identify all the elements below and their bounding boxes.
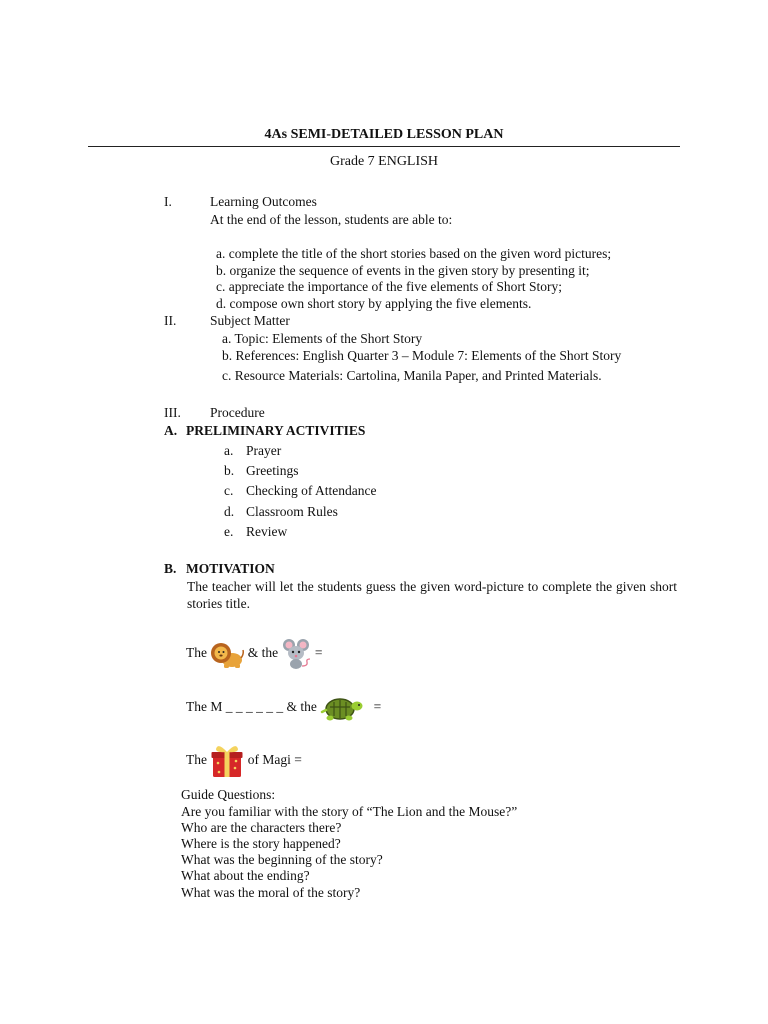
section-2-numeral: II. xyxy=(164,313,177,328)
section-3-numeral: III. xyxy=(164,405,181,420)
list-item: d. Classroom Rules xyxy=(224,504,338,519)
part-a-title: PRELIMINARY ACTIVITIES xyxy=(186,423,366,438)
section-1-heading: Learning Outcomes xyxy=(210,194,317,209)
document-title: 4As SEMI-DETAILED LESSON PLAN xyxy=(264,127,504,142)
outcome-item: c. appreciate the importance of the five elements of Short Story; xyxy=(216,279,563,294)
part-b-title: MOTIVATION xyxy=(186,561,275,576)
word-puzzle-2: The M _ _ _ _ _ _ & the = xyxy=(186,689,381,725)
guide-question: What about the ending? xyxy=(181,868,310,883)
section-2-heading: Subject Matter xyxy=(210,313,290,328)
part-a-letter: A. xyxy=(164,423,178,438)
part-a-heading xyxy=(164,423,365,439)
guide-question: What was the moral of the story? xyxy=(181,885,361,900)
outcome-item: d. compose own short story by applying the five elements. xyxy=(216,296,532,311)
mouse-icon xyxy=(282,637,312,671)
motivation-description: The teacher will let the students guess the given word-picture to complete the given short stories title. xyxy=(187,579,677,611)
document-subtitle: Grade 7 ENGLISH xyxy=(329,154,439,169)
guide-question: What was the beginning of the story? xyxy=(181,852,383,867)
section-3-heading: Procedure xyxy=(210,405,265,420)
guide-questions-heading: Guide Questions: xyxy=(181,787,276,802)
word-puzzle-1: The & the = xyxy=(186,631,323,675)
guide-question: Who are the characters there? xyxy=(181,820,342,835)
section-1-intro: At the end of the lesson, students are able to: xyxy=(210,212,453,227)
word-puzzle-3: The of Magi = xyxy=(186,740,302,780)
outcome-item: a. complete the title of the short stories based on the given word pictures; xyxy=(216,246,612,261)
list-item: b. Greetings xyxy=(224,463,299,478)
outcome-item: b. organize the sequence of events in the given story by presenting it; xyxy=(216,263,590,278)
list-item: a. Prayer xyxy=(224,443,282,458)
gift-icon xyxy=(210,743,244,779)
part-b-letter: B. xyxy=(164,561,177,576)
guide-question: Are you familiar with the story of “The Lion and the Mouse?” xyxy=(181,804,518,819)
subject-item: c. Resource Materials: Cartolina, Manila Paper, and Printed Materials. xyxy=(222,368,602,383)
list-item: c. Checking of Attendance xyxy=(224,483,377,498)
part-b-heading xyxy=(164,561,275,577)
guide-question: Where is the story happened? xyxy=(181,836,341,851)
subject-item: a. Topic: Elements of the Short Story xyxy=(222,331,423,346)
title-divider xyxy=(88,146,680,147)
lion-icon xyxy=(210,638,244,670)
turtle-icon xyxy=(320,693,364,723)
section-1-numeral: I. xyxy=(164,194,172,209)
subject-item: b. References: English Quarter 3 – Module 7: Elements of the Short Story xyxy=(222,348,622,363)
list-item: e. Review xyxy=(224,524,288,539)
